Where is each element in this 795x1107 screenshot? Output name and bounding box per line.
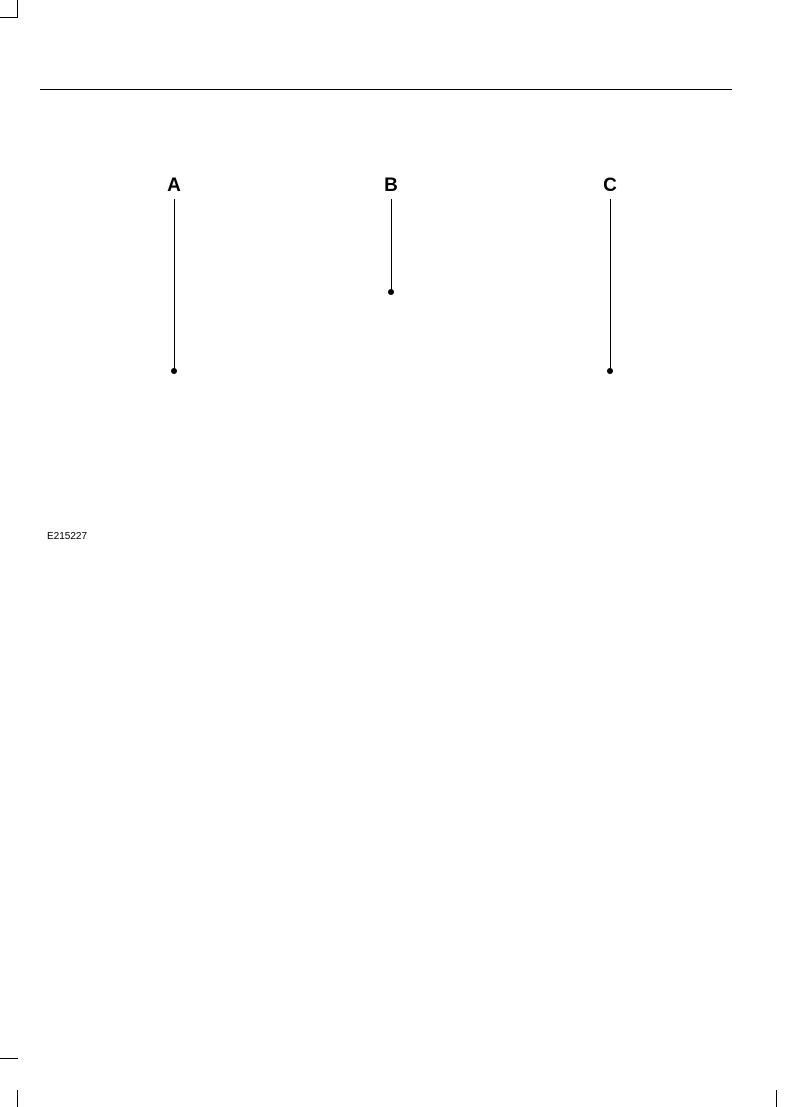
crop-mark-bottom-right-vertical (776, 1090, 777, 1107)
callout-b-label: B (384, 175, 398, 196)
callout-b-dot (388, 289, 394, 295)
header-rule (40, 89, 732, 90)
crop-mark-bottom-left-vertical (17, 1090, 18, 1107)
callout-c-label: C (603, 175, 617, 196)
callout-b-leader-line (391, 199, 392, 290)
callout-a-label: A (167, 175, 181, 196)
callout-a-leader-line (174, 199, 175, 369)
crop-mark-top-left-horizontal (0, 17, 18, 18)
callout-a-dot (171, 368, 177, 374)
crop-mark-top-left-vertical (17, 0, 18, 18)
callout-c-leader-line (610, 199, 611, 369)
crop-mark-bottom-left-horizontal (0, 1058, 18, 1059)
figure-id: E215227 (47, 531, 88, 542)
callout-c-dot (607, 368, 613, 374)
